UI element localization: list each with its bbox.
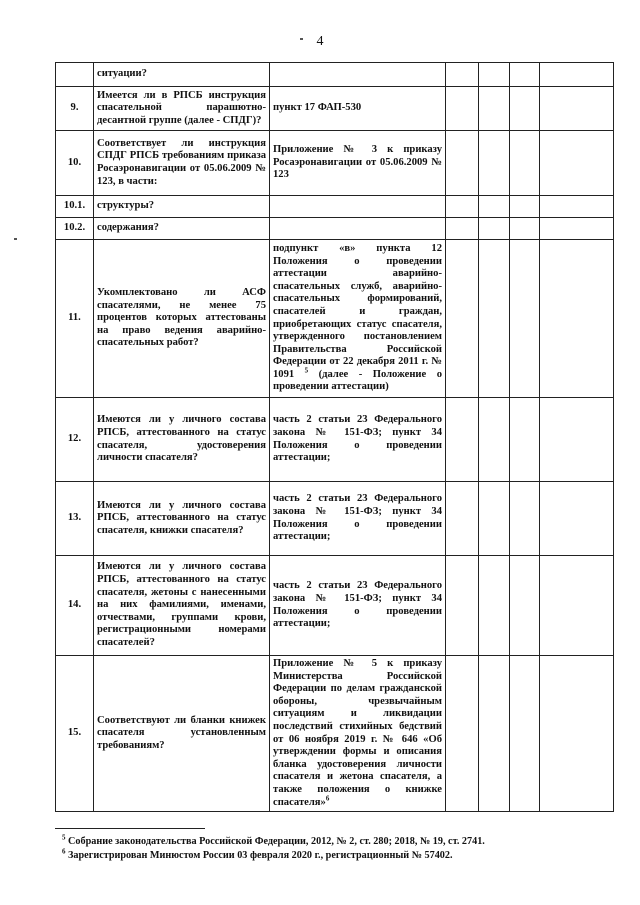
row-reference: часть 2 статьи 23 Федерального закона № 151-ФЗ; пункт 34 Положения о проведении аттестации; (270, 482, 446, 556)
answer-no-cell (479, 63, 510, 87)
row-reference: Приложение № 3 к приказу Росаэронавигации от 05.06.2009 № 123 (270, 131, 446, 196)
reference-tail: (далее - Положение о проведении аттестации) (273, 368, 442, 393)
table-row (56, 240, 614, 398)
row-reference (270, 196, 446, 218)
table-row (56, 196, 614, 218)
footnote-text: Собрание законодательства Российской Федерации, 2012, № 2, ст. 280; 2018, № 19, ст. 2741. (65, 836, 485, 847)
footnotes (62, 835, 582, 863)
answer-na-cell (510, 556, 540, 656)
row-number: 11. (56, 240, 94, 398)
answer-yes-cell (446, 656, 479, 812)
note-cell (540, 87, 614, 131)
footnote-number: 6 (62, 847, 66, 856)
answer-no-cell (479, 240, 510, 398)
row-question: Соответствуют ли бланки книжек спасателя установленным требованиям? (94, 656, 270, 812)
answer-yes-cell (446, 482, 479, 556)
note-cell (540, 482, 614, 556)
scan-speck (14, 238, 17, 240)
answer-no-cell (479, 87, 510, 131)
reference-text: подпункт «в» пункта 12 Положения о проведении аттестации аварийно-спасательных служб, аварийно-спасательных формирований, спасателей и граждан, приобретающих статус спасателя, утвержденного постановлением Правительства Российской Федерации от 22 декабря 2011 г. № 1091 (273, 242, 442, 380)
row-reference (270, 218, 446, 240)
answer-na-cell (510, 398, 540, 482)
table-row (56, 218, 614, 240)
answer-no-cell (479, 196, 510, 218)
row-reference: часть 2 статьи 23 Федерального закона № 151-ФЗ; пункт 34 Положения о проведении аттестации; (270, 398, 446, 482)
table-row (56, 87, 614, 131)
row-reference (270, 240, 446, 398)
answer-yes-cell (446, 63, 479, 87)
row-number: 10.2. (56, 218, 94, 240)
answer-na-cell (510, 87, 540, 131)
table-row (56, 656, 614, 812)
page-number: 4 (316, 34, 324, 49)
row-number: 13. (56, 482, 94, 556)
answer-no-cell (479, 218, 510, 240)
table-row (56, 131, 614, 196)
scan-speck (300, 38, 303, 40)
row-number: 9. (56, 87, 94, 131)
checklist-table (55, 62, 614, 812)
answer-na-cell (510, 218, 540, 240)
table-row (56, 556, 614, 656)
row-number: 10. (56, 131, 94, 196)
answer-no-cell (479, 556, 510, 656)
answer-na-cell (510, 196, 540, 218)
footnote-number: 5 (62, 833, 66, 842)
note-cell (540, 131, 614, 196)
row-reference: пункт 17 ФАП-530 (270, 87, 446, 131)
row-question: Имеется ли в РПСБ инструкция спасательной парашютно-десантной группе (далее - СПДГ)? (94, 87, 270, 131)
note-cell (540, 196, 614, 218)
answer-no-cell (479, 398, 510, 482)
answer-yes-cell (446, 131, 479, 196)
row-number: 10.1. (56, 196, 94, 218)
note-cell (540, 218, 614, 240)
row-question: Имеются ли у личного состава РПСБ, аттестованного на статус спасателя, жетоны с нанесенными на них фамилиями, именами, отчествами, группами крови, регистрационными номерами спасателей? (94, 556, 270, 656)
answer-na-cell (510, 656, 540, 812)
answer-yes-cell (446, 218, 479, 240)
row-number (56, 63, 94, 87)
answer-yes-cell (446, 240, 479, 398)
row-question: Имеются ли у личного состава РПСБ, аттестованного на статус спасателя, удостоверения личности спасателя? (94, 398, 270, 482)
row-question: содержания? (94, 218, 270, 240)
reference-text: Приложение № 5 к приказу Министерства Российской Федерации по делам гражданской обороны, чрезвычайным ситуациям и ликвидации последствий стихийных бедствий от 06 ноября 2019 г. № 646 «Об утверждении формы и описания бланка удостоверения личности спасателя и жетона спасателя, а также положения о книжке спасателя» (273, 658, 442, 808)
row-question: структуры? (94, 196, 270, 218)
row-reference: часть 2 статьи 23 Федерального закона № 151-ФЗ; пункт 34 Положения о проведении аттестации; (270, 556, 446, 656)
note-cell (540, 63, 614, 87)
answer-no-cell (479, 482, 510, 556)
table-row (56, 398, 614, 482)
note-cell (540, 240, 614, 398)
answer-na-cell (510, 240, 540, 398)
row-reference (270, 63, 446, 87)
answer-na-cell (510, 63, 540, 87)
row-number: 12. (56, 398, 94, 482)
row-reference (270, 656, 446, 812)
row-number: 15. (56, 656, 94, 812)
footnote (62, 835, 582, 849)
answer-no-cell (479, 656, 510, 812)
answer-yes-cell (446, 556, 479, 656)
footnote-marker: 5 (304, 366, 309, 375)
footnote (62, 849, 582, 863)
answer-yes-cell (446, 196, 479, 218)
footnote-divider (55, 828, 205, 829)
row-question: Укомплектовано ли АСФ спасателями, не менее 75 процентов которых аттестованы на право ведения аварийно-спасательных работ? (94, 240, 270, 398)
note-cell (540, 656, 614, 812)
row-number: 14. (56, 556, 94, 656)
row-question: Имеются ли у личного состава РПСБ, аттестованного на статус спасателя, книжки спасателя? (94, 482, 270, 556)
footnote-marker: 6 (325, 794, 330, 802)
row-question: Соответствует ли инструкция СПДГ РПСБ требованиям приказа Росаэронавигации от 05.06.2009 № 123, в части: (94, 131, 270, 196)
row-question: ситуации? (94, 63, 270, 87)
answer-yes-cell (446, 398, 479, 482)
answer-yes-cell (446, 87, 479, 131)
footnote-text: Зарегистрирован Минюстом России 03 февраля 2020 г., регистрационный № 57402. (65, 850, 453, 861)
note-cell (540, 398, 614, 482)
answer-no-cell (479, 131, 510, 196)
note-cell (540, 556, 614, 656)
table-row (56, 63, 614, 87)
answer-na-cell (510, 482, 540, 556)
answer-na-cell (510, 131, 540, 196)
table-row (56, 482, 614, 556)
